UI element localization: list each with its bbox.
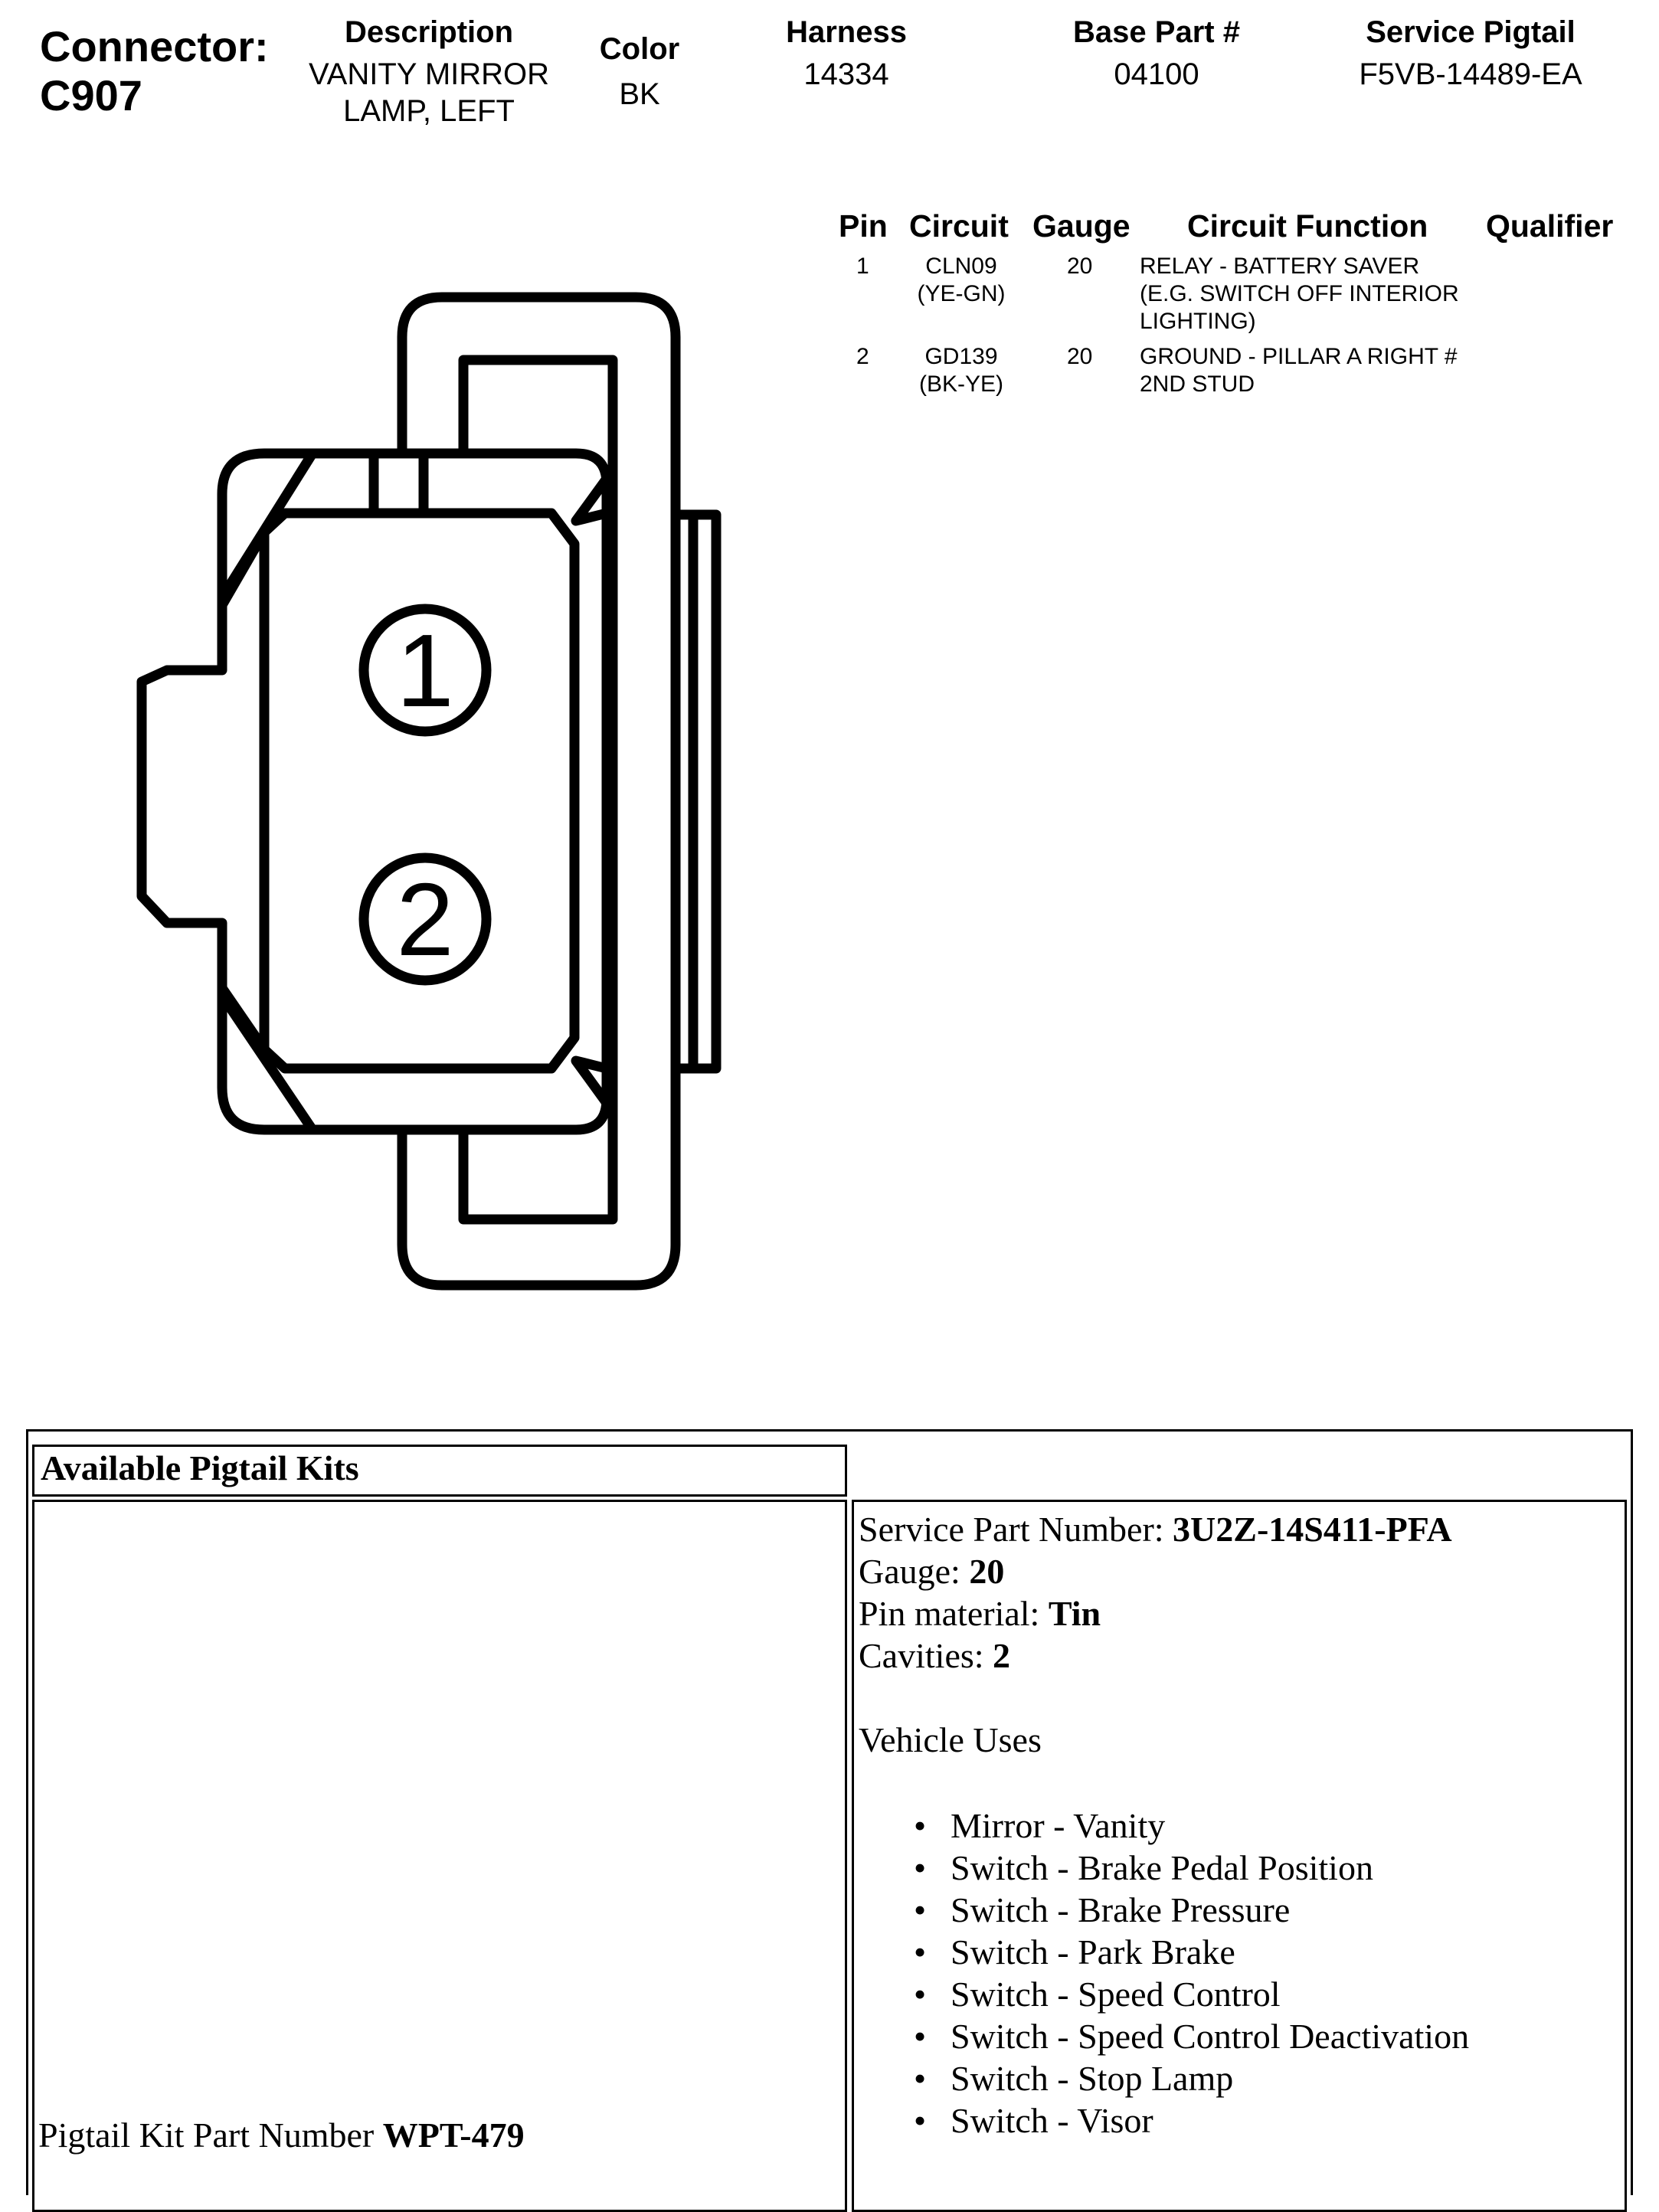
service-pigtail-value: F5VB-14489-EA: [1359, 57, 1582, 91]
cavities-line: [859, 1634, 1625, 1677]
pin-row-2-circuit: [896, 343, 1026, 398]
pin-number-2: 2: [396, 862, 454, 977]
col-header-gauge: Gauge: [1032, 208, 1131, 244]
vehicle-use-text: Switch - Park Brake: [951, 1932, 1235, 1971]
vehicle-use-text: Switch - Stop Lamp: [951, 2059, 1234, 2098]
pin-row-2-function-line: 2ND STUD: [1140, 371, 1255, 397]
service-part-label: Service Part Number:: [859, 1510, 1173, 1549]
description-title: Description: [344, 15, 514, 49]
latch-wedge: [576, 1061, 607, 1103]
service-pigtail-title: Service Pigtail: [1366, 15, 1576, 49]
pin-row-2-function: [1140, 343, 1458, 398]
pin-row-2-function-line: GROUND - PILLAR A RIGHT #: [1140, 344, 1458, 369]
bullet-icon: •: [914, 1890, 927, 1929]
pin-row-2-gauge: 20: [1067, 344, 1093, 369]
pin-number-1: 1: [396, 613, 454, 728]
base-part-title: Base Part #: [1073, 15, 1240, 49]
pin-row-1-circuit: [896, 253, 1026, 308]
pin-material-label: Pin material:: [859, 1594, 1049, 1633]
connector-id: C907: [40, 71, 142, 119]
pin-material-line: [859, 1592, 1625, 1634]
pin-row-1-circuit-id: CLN09: [925, 254, 997, 279]
vehicle-use-item: [914, 2015, 1625, 2057]
pin-row-1-pin: 1: [856, 254, 869, 279]
service-part-number: [859, 1508, 1625, 1550]
bullet-icon: •: [914, 2059, 927, 2098]
cavities-label: Cavities:: [859, 1636, 993, 1675]
housing-inner: [264, 513, 574, 1068]
pigtail-kits-heading-cell: [32, 1445, 847, 1497]
base-part-column: [1038, 15, 1275, 93]
base-part-value: 04100: [1114, 57, 1199, 91]
vehicle-use-item: [914, 2057, 1625, 2099]
vehicle-use-item: [914, 1973, 1625, 2015]
service-part-value: 3U2Z-14S411-PFA: [1173, 1510, 1452, 1549]
vehicle-use-item: [914, 2099, 1625, 2142]
connector-face-diagram: [0, 0, 766, 1348]
description-line-2: LAMP, LEFT: [343, 94, 515, 128]
lock-loop-outer: [402, 297, 676, 1285]
bullet-icon: •: [914, 1932, 927, 1971]
bullet-icon: •: [914, 2101, 927, 2140]
harness-column: [743, 15, 950, 93]
gauge-value: 20: [969, 1552, 1005, 1591]
kit-part-value: WPT-479: [382, 2115, 525, 2155]
pin-row-2-pin: 2: [856, 344, 869, 369]
pin-row-2-circuit-color: (BK-YE): [918, 371, 1003, 397]
pigtail-kits-heading: Available Pigtail Kits: [41, 1448, 359, 1487]
col-header-circuit-function: Circuit Function: [1187, 208, 1428, 244]
pin-row-2-circuit-id: GD139: [924, 344, 998, 369]
vehicle-use-text: Switch - Visor: [951, 2101, 1153, 2140]
col-header-circuit: Circuit: [909, 208, 1009, 244]
vehicle-use-text: Mirror - Vanity: [951, 1806, 1166, 1845]
pigtail-kit-details-cell: [852, 1500, 1627, 2212]
color-title: Color: [599, 32, 680, 66]
vehicle-use-text: Switch - Brake Pressure: [951, 1890, 1291, 1929]
harness-title: Harness: [786, 15, 907, 49]
pin-row-1-function-line: RELAY - BATTERY SAVER: [1140, 254, 1420, 279]
col-header-pin: Pin: [839, 208, 888, 244]
vehicle-use-item: [914, 1931, 1625, 1973]
pin-row-1-function: [1140, 253, 1459, 335]
pin-row-1-function-line: LIGHTING): [1140, 309, 1256, 334]
lock-loop-inner: [463, 360, 613, 1219]
cavities-value: 2: [993, 1636, 1011, 1675]
pigtail-kit-image-cell: [32, 1500, 847, 2212]
col-header-qualifier: Qualifier: [1486, 208, 1614, 244]
latch-wedge: [576, 479, 607, 521]
service-pigtail-column: [1325, 15, 1616, 93]
bullet-icon: •: [914, 1975, 927, 2014]
vehicle-use-text: Switch - Speed Control: [951, 1975, 1281, 2014]
bullet-icon: •: [914, 2017, 927, 2056]
harness-value: 14334: [803, 57, 889, 91]
gauge-line: [859, 1550, 1625, 1592]
description-line-1: VANITY MIRROR: [308, 57, 550, 91]
vehicle-use-item: [914, 1805, 1625, 1847]
vehicle-uses-list: [914, 1805, 1625, 2142]
vehicle-use-item: [914, 1847, 1625, 1889]
pin-row-1-function-line: (E.G. SWITCH OFF INTERIOR: [1140, 281, 1459, 306]
kit-part-label: Pigtail Kit Part Number: [38, 2115, 383, 2155]
pin-material-value: Tin: [1048, 1594, 1101, 1633]
vehicle-use-text: Switch - Brake Pedal Position: [951, 1848, 1373, 1887]
bullet-icon: •: [914, 1848, 927, 1887]
bullet-icon: •: [914, 1806, 927, 1845]
pin-row-1-gauge: 20: [1067, 254, 1093, 279]
color-value: BK: [619, 77, 660, 111]
vehicle-uses-heading: Vehicle Uses: [859, 1720, 1042, 1759]
housing-outer: [142, 453, 607, 1130]
connector-label: Connector:: [40, 22, 269, 70]
pin-row-1-circuit-color: (YE-GN): [917, 281, 1006, 306]
vehicle-use-item: [914, 1889, 1625, 1931]
gauge-label: Gauge:: [859, 1552, 970, 1591]
vehicle-use-text: Switch - Speed Control Deactivation: [951, 2017, 1470, 2056]
pigtail-kit-part-number: [38, 2114, 525, 2156]
